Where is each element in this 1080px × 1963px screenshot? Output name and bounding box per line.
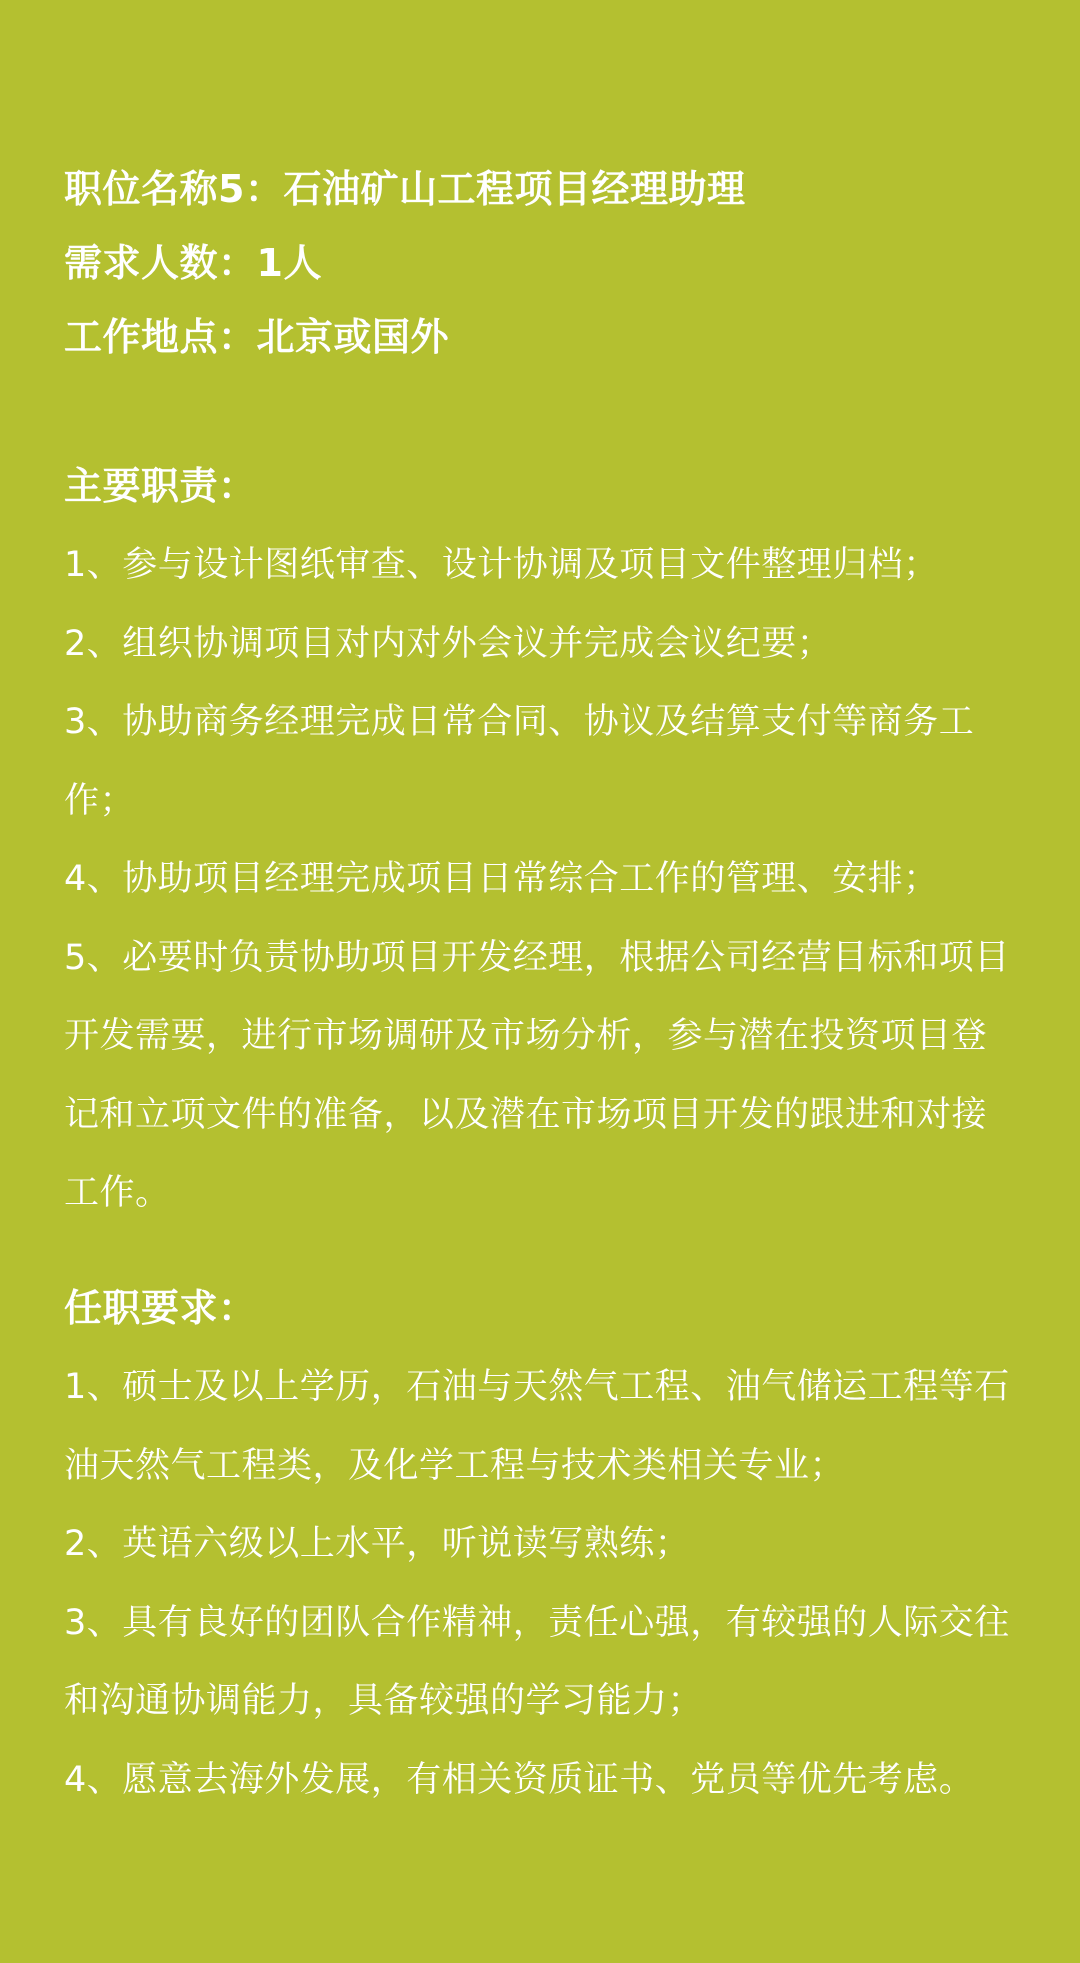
requirements-title: 任职要求： — [64, 1286, 257, 1330]
requirement-item: 3、具有良好的团队合作精神，责任心强，有较强的人际交往和沟通协调能力，具备较强的学习能力； — [64, 1602, 1010, 1721]
requirements-section — [64, 1268, 1020, 1819]
headcount: 需求人数：1人 — [64, 241, 322, 285]
duties-title: 主要职责： — [64, 464, 257, 508]
duty-item: 1、参与设计图纸审查、设计协调及项目文件整理归档； — [64, 545, 939, 585]
requirement-item: 1、硕士及以上学历，石油与天然气工程、油气储运工程等石油天然气工程类，及化学工程与技术类相关专业； — [64, 1367, 1010, 1486]
duty-item: 2、组织协调项目对内对外会议并完成会议纪要； — [64, 623, 833, 664]
work-location: 工作地点：北京或国外 — [64, 315, 450, 359]
requirement-item: 2、英语六级以上水平，听说读写熟练； — [64, 1524, 691, 1564]
duty-item: 3、协助商务经理完成日常合同、协议及结算支付等商务工作； — [64, 702, 975, 821]
requirement-item: 4、愿意去海外发展，有相关资质证书、党员等优先考虑。 — [64, 1759, 975, 1800]
job-header — [64, 152, 1016, 374]
position-name: 职位名称5：石油矿山工程项目经理助理 — [64, 167, 746, 211]
duty-item: 5、必要时负责协助项目开发经理，根据公司经营目标和项目开发需要，进行市场调研及市场分析，参与潜在投资项目登记和立项文件的准备，以及潜在市场项目开发的跟进和对接工作。 — [64, 937, 1010, 1213]
duties-section — [64, 446, 1020, 1233]
duty-item: 4、协助项目经理完成项目日常综合工作的管理、安排； — [64, 859, 939, 899]
